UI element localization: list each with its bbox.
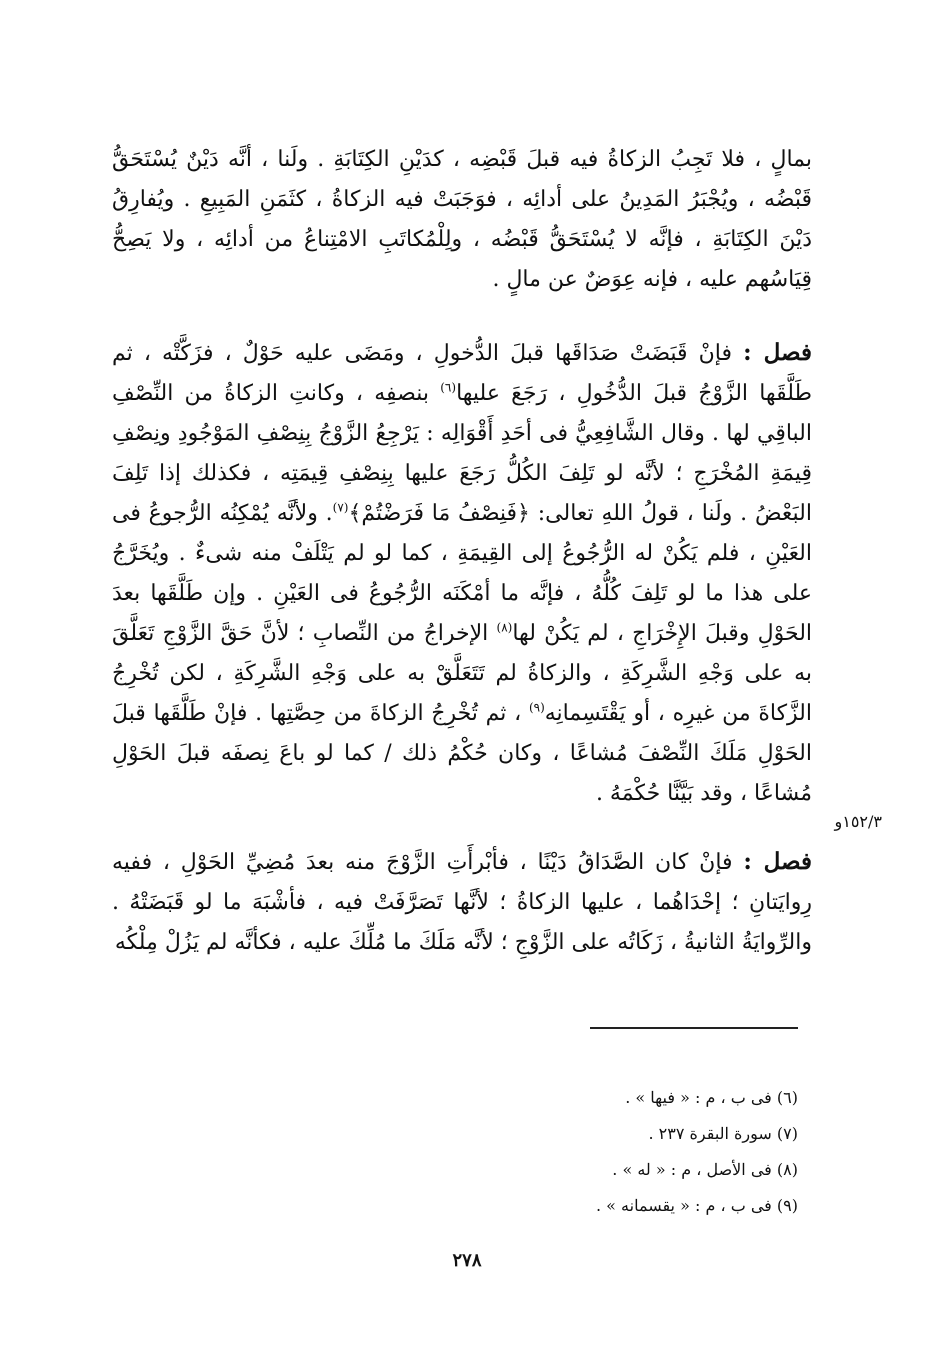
footnote-ref: (٩) [528,700,545,715]
footnote: (٩) فى ب ، م : « يقسمانه » . [595,1196,798,1215]
paragraph-text-part: بنصفِه ، وكانتِ الزكاةُ من النِّصْفِ الباقِي لها . وقال الشَّافِعِيُّ فى أحَدِ أَقْوَالِه : يَرْجِعُ الزَّوْجُ بِنِصْفِ المَوْجُودِ ونِصْفِ قِيمَةِ المُخْرَجِ ؛ لأنَّه لو تَلِفَ الكُلُّ رَجَعَ عليها بِنِصْفِ قِيمَتِه ، فكذلك إذا تَلِفَ البَعْضُ . ولَنا ، قولُ اللهِ تعالى: ﴿فَنِصْفُ مَا فَرَضْتُمْ﴾ [112,381,812,526]
paragraph-fasl-2 [112,842,812,963]
paragraph-text-part: . ولأنَّه يُمْكِنُه الرُّجوعُ فى العَيْنِ ، فلم يَكُنْ له الرُّجُوعُ إلى القِيمَةِ ، كما لو لم يَتْلَفْ منه شىءٌ . ويُخَرَّجُ على هذا ما لو تَلِفَ كُلُّهُ ، فإنَّه ما أمْكَنَه الرُّجُوعُ فى العَيْنِ . وإن طَلَّقَها بعدَ الحَوْلِ وقبلَ الإِخْرَاجِ ، لم يَكُنْ لها [112,501,813,646]
paragraph-text: فإنْ كان الصَّدَاقُ دَيْنًا ، فأبْرأَتِ الزَّوْجَ منه بعدَ مُضِيِّ الحَوْلِ ، ففيه رِوايَتانِ ؛ إحْدَاهُما ، عليها الزكاةُ ؛ لأنَّها تَصَرَّفَتْ فيه ، فأشْبَهَ ما لو قَبَضَتْهُ . والرِّوايَةُ الثانيةُ ، زَكَاتُه على الزَّوْجِ ؛ لأنَّه مَلَكَ ما مُلِّكَ عليه ، فكأنَّه لم يَزُلْ مِلْكُه [112,850,812,955]
section-label: فصل : [743,339,812,366]
paragraph-text-part: ، ثم تُخْرِجُ الزكاةَ من حِصَّتِها . فإنْ طَلَّقَها قبلَ الحَوْلِ مَلَكَ النِّصْفَ مُشاعًا ، وكان حُكْمُ ذلك / كما لو باعَ نِصفَه قبلَ الحَوْلِ مُشاعًا ، وقد بَيَّنَّا حُكْمَهُ . [112,701,812,806]
paragraph-text: بمالٍ ، فلا تَجِبُ الزكاةُ فيه قبلَ قَبْضِه ، كدَيْنِ الكِتَابَةِ . ولَنا ، أنَّه دَيْنٌ يُسْتَحَقُّ قَبْضُه ، ويُجْبَرُ المَدِينُ على أدائِه ، فوَجَبَتْ فيه الزكاةُ ، كثَمَنِ المَبِيعِ . ويُفارِقُ دَيْنَ الكِتَابَةِ ، فإنَّه لا يُسْتَحَقُّ قَبْضُه ، ولِلْمُكاتَبِ الامْتِناعُ من أدائِه ، ولا يَصِحُّ قِيَاسُهم عليه ، فإنه عِوَضٌ عن مالٍ . [112,147,812,292]
footnote-ref: (٨) [496,620,513,635]
paragraph-body [112,842,812,963]
footnote: (٧) سورة البقرة ٢٣٧ . [648,1124,798,1143]
footnote: (٨) فى الأصل ، م : « له » . [612,1160,798,1179]
paragraph-fasl-1 [112,333,812,814]
footnotes [380,1080,798,1224]
footnote-ref: (٧) [332,500,349,515]
paragraph-text-part: فإنْ قَبَضَتْ صَدَاقَها قبلَ الدُّخولِ ، ومَضَى عليه حَوْلٌ ، فزَكَّتْه ، ثم طَلَّقَها الزَّوْجُ قبلَ الدُّخُولِ ، رَجَعَ عليها [112,341,812,406]
paragraph-continuation [112,140,812,300]
footnote-ref: (٦) [440,380,457,395]
paragraph-text-part: الإخراجُ من النِّصابِ ؛ لأنَّ حَقَّ الزَّوْجِ تَعَلَّقَ به على وَجْهِ الشَّرِكَةِ ، والزكاةُ لم تَتَعَلَّقْ به على وَجْهِ الشَّرِكَةِ ، لكن تُخْرِجُ الزَّكاةَ من غيرِه ، أو يَقْتَسِمانِه [112,621,812,726]
page-number: ٢٧٨ [452,1250,482,1271]
section-label: فصل : [743,848,812,875]
margin-folio-note: ١٥٢/٣و [834,812,882,831]
footnote: (٦) فى ب ، م : « فيها » . [625,1088,798,1107]
footnote-divider [590,1027,798,1029]
paragraph-body [112,333,812,814]
